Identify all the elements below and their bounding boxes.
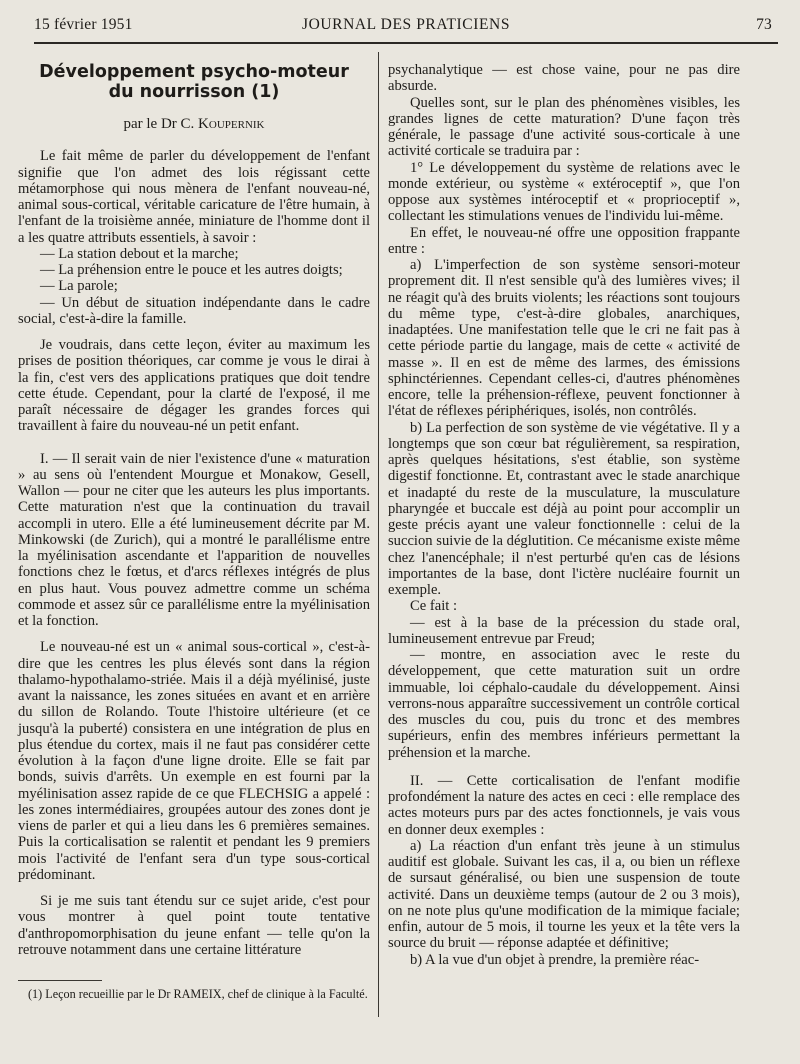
list-item: — La station debout et la marche;: [40, 245, 239, 262]
paragraph: — montre, en association avec le reste du développement, que cette maturation suit un ordre immuable, loi céphalo-caudale du développement. Ainsi verrons-nous apparaître successivement un contrôle cortical des muscles du cou, puis du tronc et des membres supérieurs, enfin des membres inférieurs permettant la préhension et la marche.: [388, 647, 740, 761]
paragraph: — est à la base de la précession du stade oral, lumineusement entrevue par Freud;: [388, 614, 740, 647]
section-paragraph: I. — Il serait vain de nier l'existence d'une « maturation » au sens où l'entendent Mourgue et Monakow, Gesell, Wallon — pour ne citer que les auteurs les plus importants. Cette maturation n'est que la continuation du travail accompli in utero. Elle a été lumineusement décrite par M. Minkowski (de Zurich), qui a montré le parallélisme entre la myélinisation ascendante et l'apparition de nouvelles fonctions chez le fœtus, et d'arcs réflexes intégrés de plus en plus haut. Vous pouvez admettre comme un schéma commode et assez sûr ce parallélisme entre la myélinisation et la fonction.: [18, 450, 370, 629]
footnote-rule: [18, 980, 102, 981]
footnote: (1) Leçon recueillie par le Dr RAMEIX, chef de clinique à la Faculté.: [28, 987, 368, 1001]
header-journal-title: JOURNAL DES PRATICIENS: [301, 16, 511, 33]
header-date: 15 février 1951: [34, 16, 133, 33]
header-page-number: 73: [756, 16, 772, 33]
paragraph: Le nouveau-né est un « animal sous-cortical », c'est-à-dire que les centres les plus élevés sont dans la région thalamo-hypothalamo-striée. Mais il a déjà myélinisé, juste avant la naissance, les zones situées en avant et en arrière du sillon de Rolando. Toute l'histoire ultérieure (et ce jusqu'à la puberté) consistera en une intégration de plus en plus étendue du cortex, mais il ne faut pas considérer cette évolution à la façon d'une ligne droite. Elle se fait par bonds, suivis d'arrêts. Un exemple en est fourni par la myélinisation assez rapide de ce que FLECHSIG a appelé : les zones intermédiaires, groupées autour des zones dont je viens de parler et qui a lieu dans les 6 premières semaines. Puis la corticalisation se ralentit et pendant les 9 premiers mois l'activité de l'enfant sera d'un type sous-cortical prédominant.: [18, 639, 370, 883]
article-title: [18, 62, 370, 102]
left-column: [18, 58, 370, 1001]
article-title-line-2: du nourrisson (1): [108, 82, 280, 102]
paragraph: b) La perfection de son système de vie végétative. Il y a longtemps que son cœur bat régulièrement, sa respiration, après quelques hésitations, s'est établie, son système digestif fonctionne. Et, contrastant avec le stade anarchique et inadapté du reste de la musculature, la musculature pharyngée et buccale est déjà au point pour accomplir un geste précis ayant une valeur fonctionnelle : celui de la succion suivie de la déglutition. Ce mécanisme existe même chez l'anencéphale; il n'est perturbé qu'en cas de lésions importantes de la base, dont l'ictère nucléaire fournit un exemple.: [388, 419, 740, 598]
running-header: [34, 16, 778, 38]
byline-prefix: par le Dr C.: [123, 116, 199, 132]
list-item: — Un début de situation indépendante dans le cadre social, c'est-à-dire la famille.: [18, 294, 370, 327]
byline-author: Koupernik: [198, 116, 265, 132]
paragraph: a) L'imperfection de son système sensori-moteur proprement dit. Il n'est sensible qu'à des lumières vives; il ne réagit qu'à des bruits violents; les réactions sont toujours du même type, c'est-à-dire globales, anarchiques, inadaptées. Une manifestation telle que le cri ne fait pas à cette période partie du langage, mais de cette « activité de masse ». Il en est de même des larmes, des émissions sphinctériennes. Cependant celles-ci, d'autres phénomènes encore, telle la préhension-réflexe, peuvent fonctionner à l'état de réflexes périphériques, isolés, non contrôlés.: [388, 257, 740, 420]
header-rule: [34, 42, 778, 44]
paragraph: Si je me suis tant étendu sur ce sujet aride, c'est pour vous montrer à quel point toute tentative d'anthropomorphisation du jeune enfant — telle qu'on la retrouve notamment dans une certaine littérature: [18, 893, 370, 958]
article-byline: [18, 116, 370, 132]
column-divider: [378, 52, 379, 1017]
paragraph: 1° Le développement du système de relations avec le monde extérieur, ou système « extéroceptif », que l'on oppose aux systèmes intéroceptif et « proprioceptif », collectant les stimulations venues de l'individu lui-même.: [388, 159, 740, 225]
paragraph: En effet, le nouveau-né offre une opposition frappante entre :: [388, 224, 740, 257]
paragraph: Je voudrais, dans cette leçon, éviter au maximum les prises de position théoriques, car comme je vous le dirai à la fin, c'est vers des applications pratiques que doit tendre cette étude. Cependant, pour la clarté de l'exposé, il me paraît nécessaire de dégager les grandes forces qui travaillent à faire du nouveau-né un petit enfant.: [18, 337, 370, 435]
paragraph: b) A la vue d'un objet à prendre, la première réac-: [410, 951, 700, 968]
list-item: — La préhension entre le pouce et les autres doigts;: [40, 262, 343, 278]
list-item: — La parole;: [40, 278, 118, 295]
paragraph: psychanalytique — est chose vaine, pour ne pas dire absurde.: [388, 62, 740, 95]
paragraph: Le fait même de parler du développement de l'enfant signifie que l'on admet des lois régissant cette métamorphose qui nous mènera de l'enfant nouveau-né, animal sous-cortical, véritable caricature de l'être humain, à l'enfant de la troisième année, miniature de l'homme dont il a les quatre attributs essentiels, à savoir :: [18, 148, 370, 246]
paragraph: Quelles sont, sur le plan des phénomènes visibles, les grandes lignes de cette maturation? D'une façon très générale, le passage d'une activité sous-corticale à une activité corticale se traduira par :: [388, 94, 740, 160]
article-title-line-1: Développement psycho-moteur: [39, 62, 349, 82]
right-column: [388, 62, 740, 968]
paragraph: Ce fait :: [410, 598, 458, 615]
section-paragraph: II. — Cette corticalisation de l'enfant modifie profondément la nature des actes en ceci : elle remplace des actes moteurs purs par des actes fonctionnels, je vais vous en donner deux exemples :: [388, 772, 740, 838]
paragraph: a) La réaction d'un enfant très jeune à un stimulus auditif est globale. Suivant les cas, il a, ou bien un réflexe de sursaut généralisé, ou bien une suspension de toute activité. Dans un deuxième temps (autour de 2 ou 3 mois), on ne note plus qu'une modification de la mimique faciale; enfin, autour de 5 mois, il tourne les yeux et la tête vers la source du bruit — réponse adaptée et définitive;: [388, 837, 740, 952]
